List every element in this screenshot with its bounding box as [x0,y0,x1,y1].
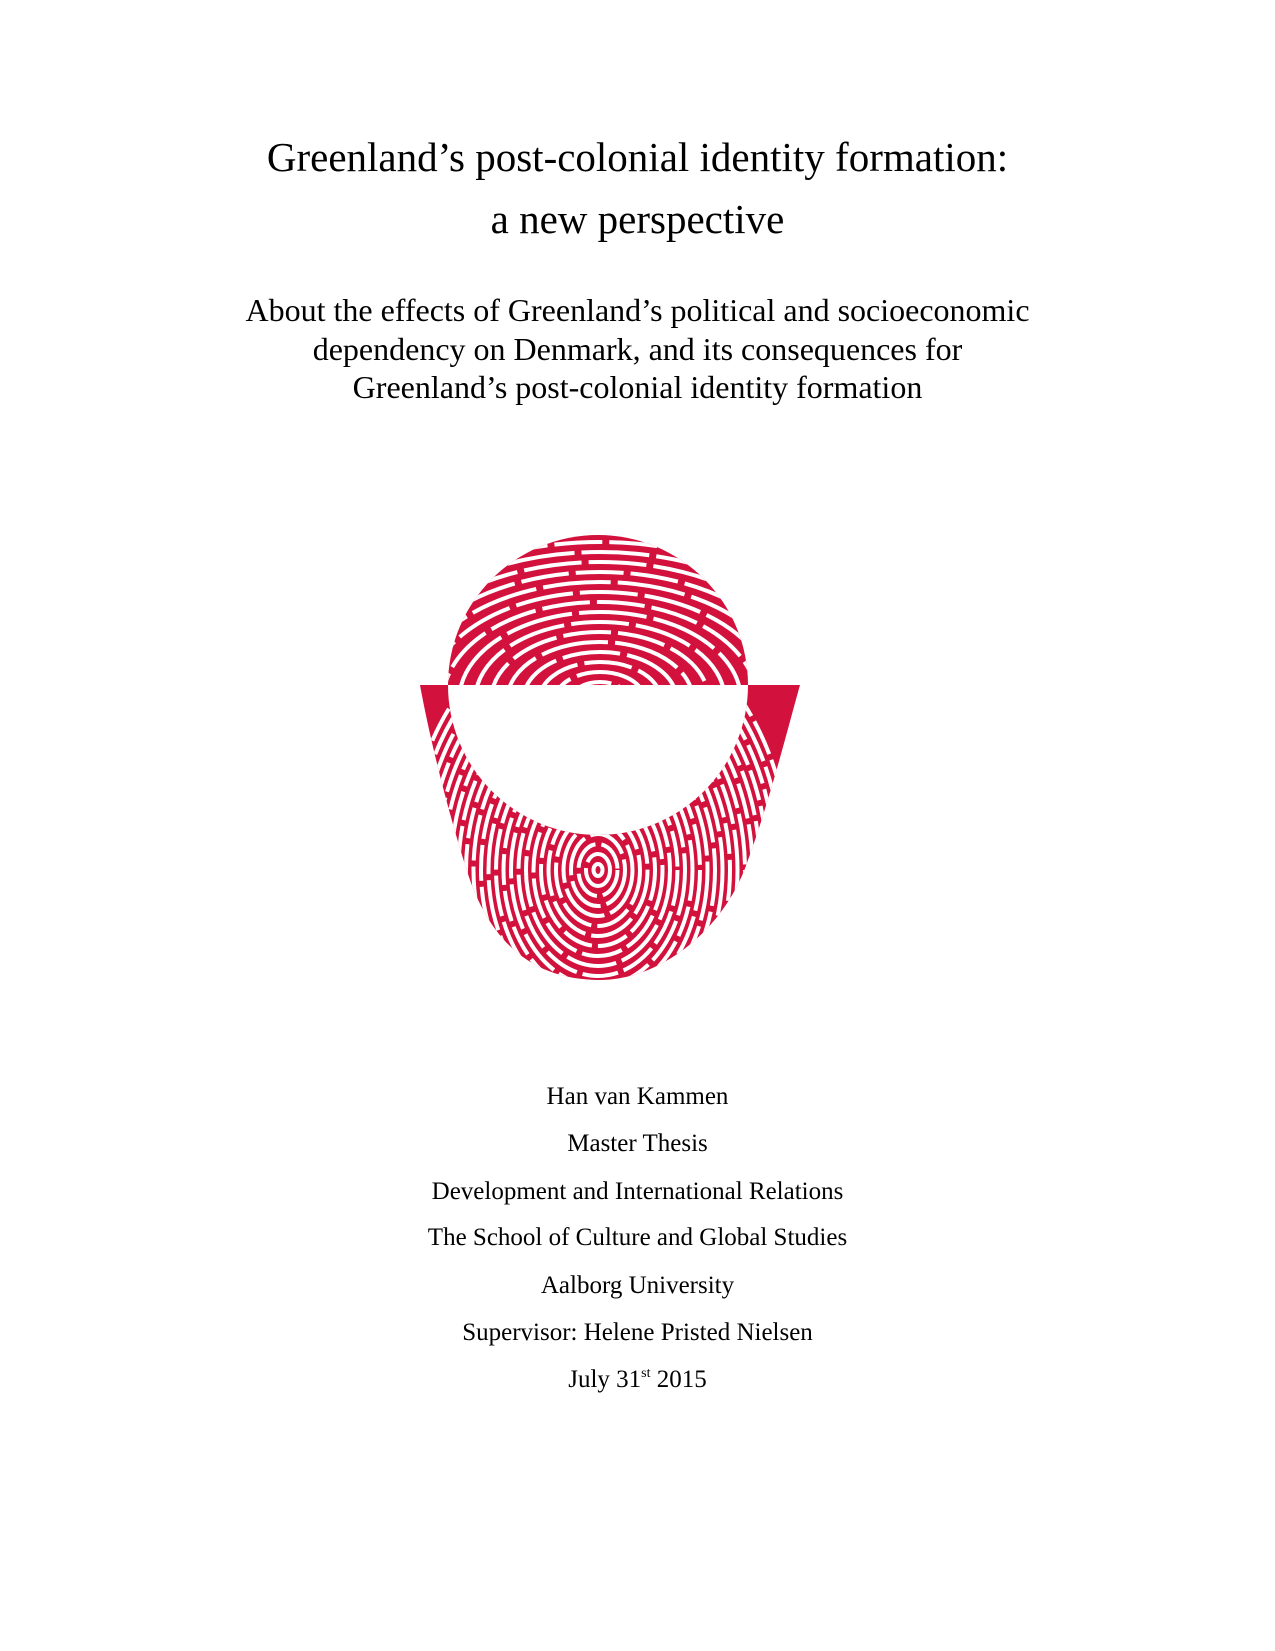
date [0,1366,1275,1394]
ridge-line [587,692,613,708]
programme: Development and International Relations [431,1178,844,1205]
subtitle-line-2: dependency on Denmark, and its consequences for [312,331,963,367]
date-ordinal: st [641,1366,651,1381]
thesis-type: Master Thesis [567,1130,708,1157]
ridge-line [571,682,629,718]
date-prefix: July 31 [568,1366,642,1393]
supervisor: Supervisor: Helene Pristed Nielsen [462,1319,813,1346]
school: The School of Culture and Global Studies [427,1224,848,1251]
title-line-2: a new perspective [490,196,785,242]
date-year: 2015 [650,1366,707,1393]
title-line-1: Greenland’s post-colonial identity formation: [266,134,1009,180]
subtitle-line-3: Greenland’s post-colonial identity formation [352,369,923,405]
subtitle-line-1: About the effects of Greenland’s political and socioeconomic [245,292,1030,328]
university: Aalborg University [540,1272,735,1299]
author: Han van Kammen [546,1083,729,1110]
